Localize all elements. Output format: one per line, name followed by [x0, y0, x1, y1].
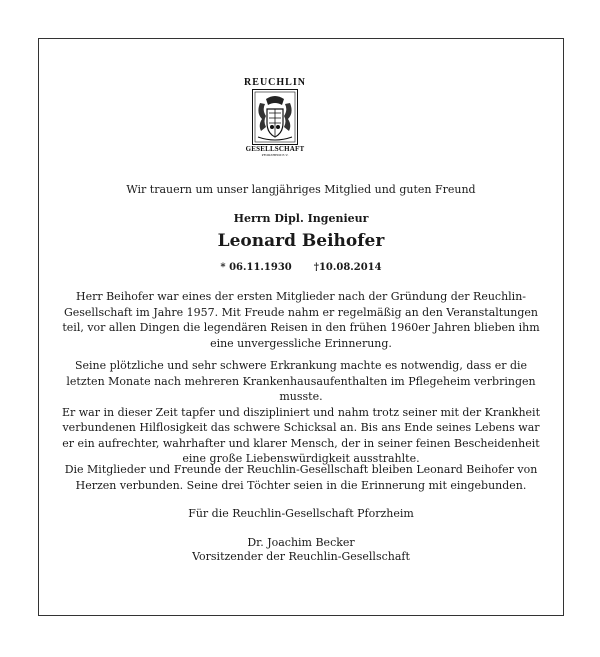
signature-on-behalf: Für die Reuchlin-Gesellschaft Pforzheim — [188, 507, 414, 520]
birth-date: * 06.11.1930 — [220, 262, 292, 273]
paragraph-illness-part: Seine plötzliche und sehr schwere Erkrankung machte es notwendig, dass er die letzten Monate nach mehreren Krankenhausaufenthalten im Pflegeheim verbringen musste. — [66, 359, 536, 403]
death-date: †10.08.2014 — [313, 262, 382, 273]
paragraph-membership: Herr Beihofer war eines der ersten Mitglieder nach der Gründung der Reuchlin-Gesellschaft im Jahre 1957. Mit Freude nahm er regelmäßig an den Veranstaltungen teil, vor allen Dingen die legendären Reisen in den frühen 1960er Jahren blieben ihm eine unvergessliche Erinnerung. — [62, 290, 540, 350]
paragraph-illness — [58, 358, 544, 467]
signature-role: Vorsitzender der Reuchlin-Gesellschaft — [192, 550, 410, 563]
intro-text: Wir trauern um unser langjähriges Mitglied und guten Freund — [126, 183, 476, 196]
logo-top-text: REUCHLIN — [244, 77, 306, 88]
honorific-title: Herrn Dipl. Ingenieur — [233, 212, 369, 225]
deceased-name: Leonard Beihofer — [217, 231, 385, 251]
signature-signer: Dr. Joachim Becker — [247, 536, 355, 549]
paragraph-illness-part: Er war in dieser Zeit tapfer und diszipliniert und nahm trotz seiner mit der Krankheit verbundenen Hilflosigkeit das schwere Schicksal an. Bis ans Ende seines Lebens war er ein aufrechter, wahrhafter und klarer Mensch, der in seiner feinen Bescheidenheit eine große Liebenswürdigkeit ausstrahlte. — [61, 405, 540, 465]
coat-of-arms-icon — [252, 89, 298, 145]
paragraph-remembrance: Die Mitglieder und Freunde der Reuchlin-Gesellschaft bleiben Leonard Beihofer von Herzen verbunden. Seine drei Töchter seien in die Erinnerung mit eingebunden. — [64, 463, 538, 492]
logo-city-text: PFORZHEIM E.V. — [261, 153, 289, 157]
logo-bottom-text: GESELLSCHAFT — [245, 145, 305, 153]
life-dates — [40, 261, 562, 275]
reuchlin-gesellschaft-logo — [244, 78, 306, 170]
